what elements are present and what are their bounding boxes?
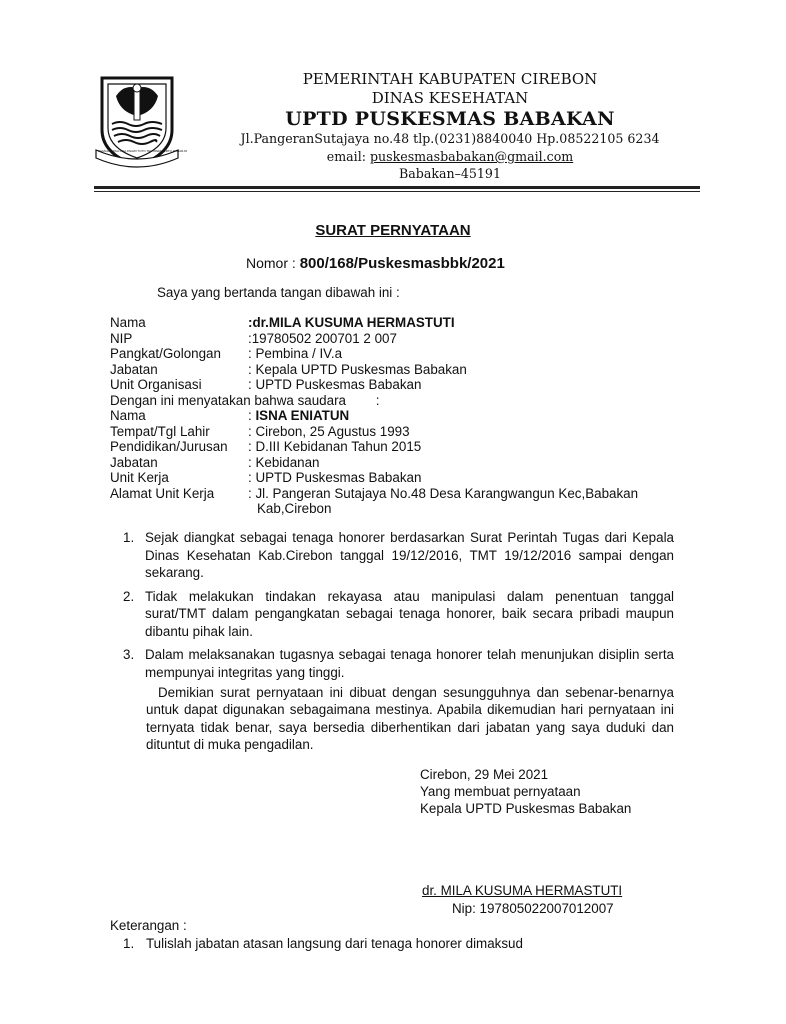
subject-unit-label: Unit Kerja bbox=[110, 470, 169, 485]
header-email-line bbox=[200, 149, 700, 164]
subject-pendidikan-value: : D.III Kebidanan Tahun 2015 bbox=[248, 439, 422, 454]
subject-nama-colon: : bbox=[248, 408, 256, 423]
signer-jabatan-value: : Kepala UPTD Puskesmas Babakan bbox=[248, 362, 467, 377]
signature-place-date: Cirebon, 29 Mei 2021 bbox=[420, 767, 549, 782]
signature-maker: Yang membuat pernyataan bbox=[420, 784, 581, 799]
subject-alamat-label: Alamat Unit Kerja bbox=[110, 486, 215, 501]
list-item-text: Dalam melaksanakan tugasnya sebagai tenaga honorer telah menunjukan disiplin serta mempunyai integritas yang tinggi. bbox=[145, 647, 674, 680]
subject-nama-text: ISNA ENIATUN bbox=[255, 408, 350, 423]
regency-logo bbox=[94, 72, 188, 170]
email-label: email: bbox=[326, 149, 366, 164]
subject-pendidikan-label: Pendidikan/Jurusan bbox=[110, 439, 228, 454]
header-department: DINAS KESEHATAN bbox=[371, 89, 529, 107]
closing-paragraph: Demikian surat pernyataan ini dibuat dengan sesungguhnya dan sebenar-benarnya untuk dapat digunakan sebagaimana mestinya. Apabila dikemudian hari pernyataan ini ternyata tidak benar, saya bersedia diberhentikan dari jabatan yang saya duduki dan dituntut di muka pengadilan. bbox=[146, 685, 674, 753]
signer-pangkat-label: Pangkat/Golongan bbox=[110, 346, 221, 361]
header-rule-thick bbox=[94, 186, 700, 189]
signature-name: dr. MILA KUSUMA HERMASTUTI bbox=[422, 883, 623, 898]
email-link[interactable]: puskesmasbabakan@gmail.com bbox=[369, 149, 574, 164]
subject-ttl-value: : Cirebon, 25 Agustus 1993 bbox=[248, 424, 410, 439]
header-government: PEMERINTAH KABUPATEN CIREBON bbox=[302, 70, 598, 88]
declaration-line: Dengan ini menyatakan bahwa saudara : bbox=[110, 393, 380, 408]
subject-ttl-label: Tempat/Tgl Lahir bbox=[110, 424, 210, 439]
list-item bbox=[110, 529, 674, 582]
subject-nama-value bbox=[248, 408, 349, 423]
subject-jabatan-value: : Kebidanan bbox=[248, 455, 320, 470]
signature-nip: Nip: 197805022007012007 bbox=[452, 901, 614, 916]
list-item bbox=[110, 646, 674, 681]
note-label: Keterangan : bbox=[110, 918, 187, 933]
list-item-text: Tidak melakukan tindakan rekayasa atau manipulasi dalam penentuan tanggal surat/TMT dalam pengangkatan sebagai tenaga honorer, baik secara pribadi maupun dibantu pihak lain. bbox=[145, 588, 674, 639]
document-number bbox=[246, 255, 505, 272]
number-label: Nomor : bbox=[246, 255, 296, 271]
subject-alamat-value-cont: Kab,Cirebon bbox=[257, 501, 332, 516]
signer-unit-label: Unit Organisasi bbox=[110, 377, 202, 392]
list-item-number: 2. bbox=[123, 588, 135, 604]
list-item-text: Sejak diangkat sebagai tenaga honorer berdasarkan Surat Perintah Tugas dari Kepala Dinas Kesehatan Kab.Cirebon tanggal 19/12/2016, TMT 19/12/2016 sampai dengan sekarang. bbox=[145, 530, 674, 580]
header-city: Babakan–45191 bbox=[399, 166, 501, 181]
note-text: Tulislah jabatan atasan langsung dari tenaga honorer dimaksud bbox=[146, 936, 523, 951]
signer-nama-label: Nama bbox=[110, 315, 146, 330]
note-number: 1. bbox=[123, 936, 135, 951]
logo-motto: GEMAH RIPAH LOH JINAWI TOTO TENTREM KERTO RAHARJO bbox=[98, 149, 188, 153]
signer-unit-value: : UPTD Puskesmas Babakan bbox=[248, 377, 422, 392]
document-title: SURAT PERNYATAAN bbox=[315, 222, 471, 239]
subject-nama-label: Nama bbox=[110, 408, 146, 423]
signer-jabatan-label: Jabatan bbox=[110, 362, 158, 377]
intro-text: Saya yang bertanda tangan dibawah ini : bbox=[157, 285, 400, 300]
subject-unit-value: : UPTD Puskesmas Babakan bbox=[248, 470, 422, 485]
signer-nip-value: :19780502 200701 2 007 bbox=[248, 331, 397, 346]
header-institution: UPTD PUSKESMAS BABAKAN bbox=[285, 108, 615, 130]
statement-list bbox=[110, 529, 674, 687]
number-value: 800/168/Puskesmasbbk/2021 bbox=[299, 255, 505, 272]
header-address: Jl.PangeranSutajaya no.48 tlp.(0231)8840040 Hp.08522105 6234 bbox=[240, 131, 660, 146]
signature-position: Kepala UPTD Puskesmas Babakan bbox=[420, 801, 632, 816]
signer-nama-value: :dr.MILA KUSUMA HERMASTUTI bbox=[248, 315, 455, 330]
list-item-number: 3. bbox=[123, 647, 135, 662]
list-item-number: 1. bbox=[123, 530, 135, 545]
signer-pangkat-value: : Pembina / IV.a bbox=[248, 346, 343, 361]
subject-alamat-value: : Jl. Pangeran Sutajaya No.48 Desa Karangwangun Kec,Babakan bbox=[248, 486, 639, 501]
list-item bbox=[110, 588, 674, 641]
header-rule-thin bbox=[94, 191, 700, 192]
subject-jabatan-label: Jabatan bbox=[110, 455, 158, 470]
signer-nip-label: NIP bbox=[110, 331, 133, 346]
